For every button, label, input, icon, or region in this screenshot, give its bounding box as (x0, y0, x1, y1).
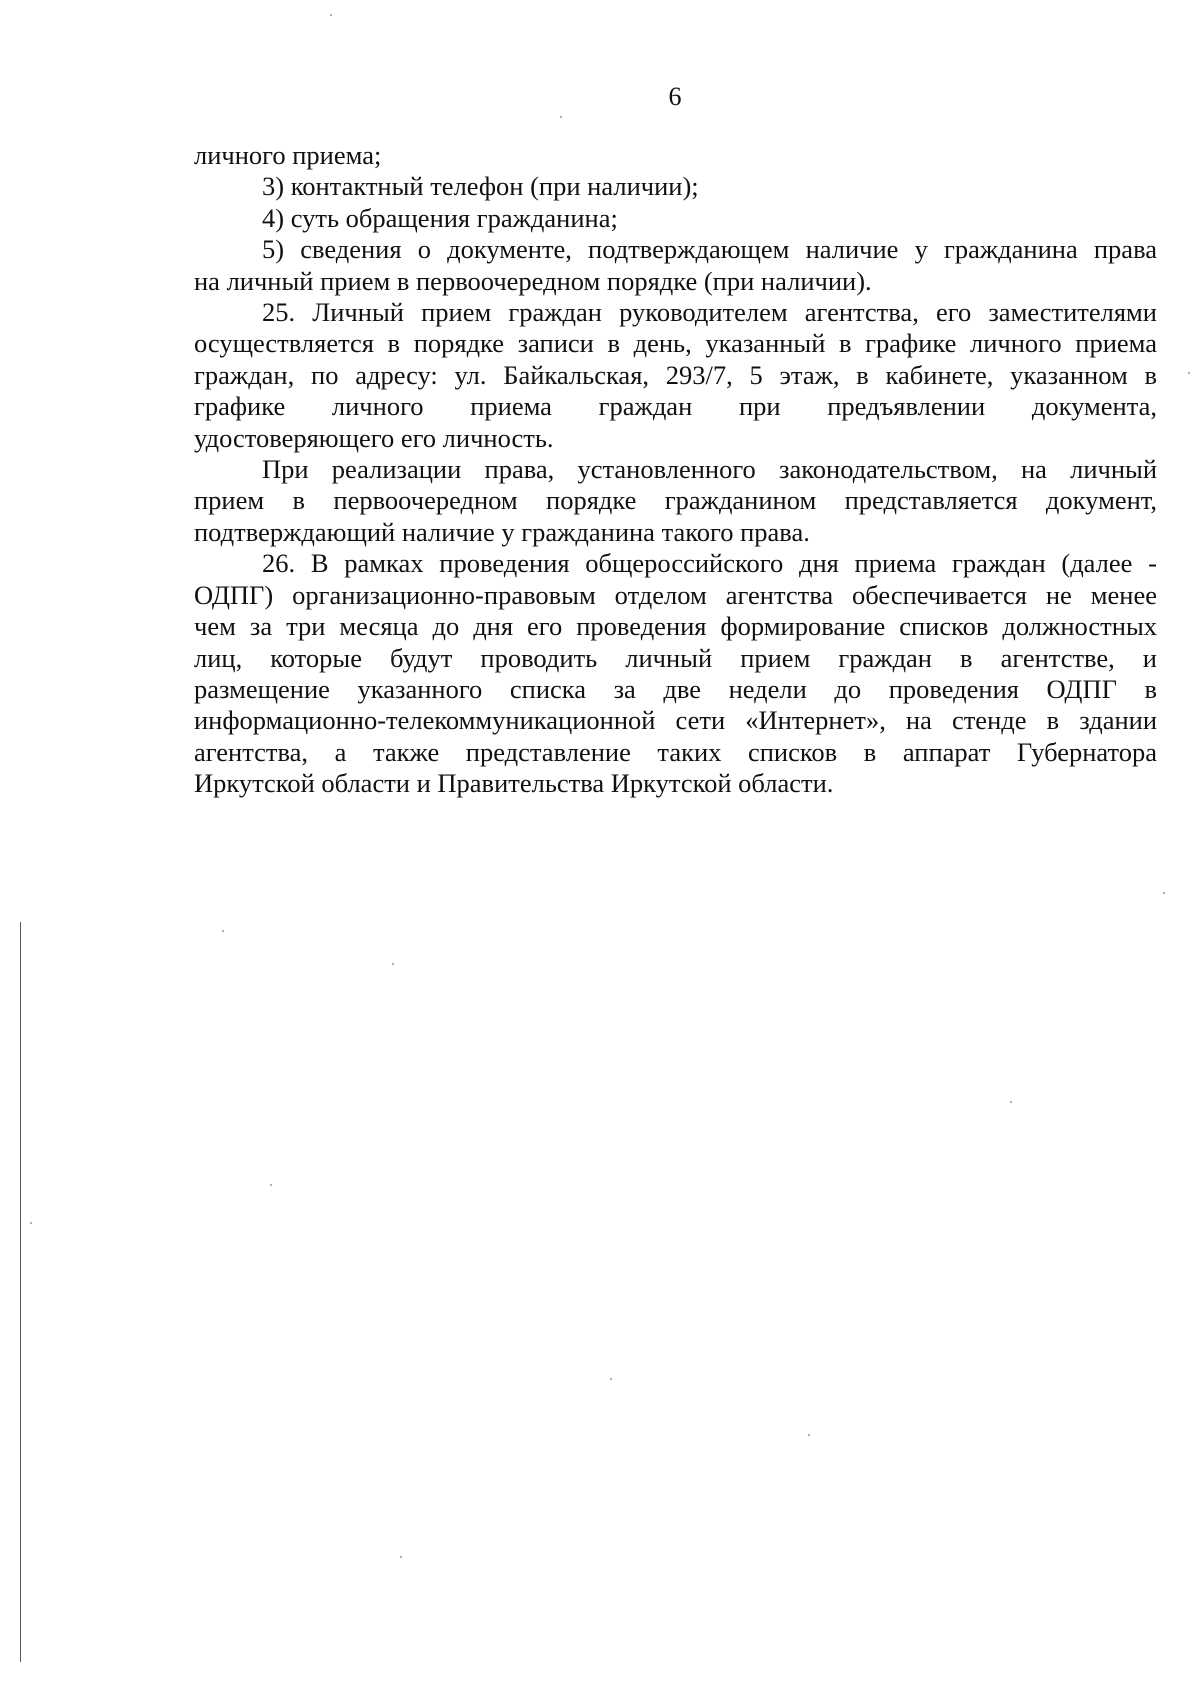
text-line: прием в первоочередном порядке гражданином представляется документ, (194, 485, 1157, 516)
text-line: чем за три месяца до дня его проведения формирование списков должностных (194, 611, 1157, 642)
text-line: 5) сведения о документе, подтверждающем наличие у гражданина права (262, 234, 1157, 265)
text-line: осуществляется в порядке записи в день, указанный в графике личного приема (194, 328, 1157, 359)
text-line: информационно-телекоммуникационной сети «Интернет», на стенде в здании (194, 705, 1157, 736)
scan-speck (560, 116, 562, 118)
text-line: Иркутской области и Правительства Иркутской области. (194, 768, 834, 799)
page-number: 6 (668, 82, 682, 111)
scan-speck (1163, 892, 1165, 894)
scan-speck (330, 14, 332, 16)
scan-speck (270, 1184, 272, 1186)
scan-speck (1010, 1101, 1012, 1103)
scan-speck (30, 1222, 32, 1224)
scan-speck (1188, 372, 1190, 374)
text-line: лиц, которые будут проводить личный прием граждан в агентстве, и (194, 642, 1157, 673)
text-line: 25. Личный прием граждан руководителем агентства, его заместителями (262, 297, 1157, 328)
scan-speck (808, 1434, 810, 1436)
scan-speck (400, 1556, 402, 1558)
text-line: 3) контактный телефон (при наличии); (262, 171, 699, 202)
text-line: 26. В рамках проведения общероссийского дня приема граждан (далее - (262, 548, 1157, 579)
scan-speck (610, 1378, 612, 1380)
scan-speck (222, 930, 224, 932)
text-line: на личный прием в первоочередном порядке (при наличии). (194, 265, 872, 296)
text-line: При реализации права, установленного законодательством, на личный (262, 454, 1157, 485)
text-line: размещение указанного списка за две недели до проведения ОДПГ в (194, 673, 1157, 704)
text-line: личного приема; (194, 140, 382, 170)
text-line: ОДПГ) организационно-правовым отделом агентства обеспечивается не менее (194, 579, 1157, 610)
text-line: графике личного приема граждан при предъявлении документа, (194, 391, 1157, 422)
document-body (194, 140, 1157, 800)
text-line: удостоверяющего его личность. (194, 422, 554, 453)
text-line: агентства, а также представление таких списков в аппарат Губернатора (194, 736, 1157, 767)
text-line: 4) суть обращения гражданина; (262, 202, 618, 233)
text-line: подтверждающий наличие у гражданина такого права. (194, 516, 810, 547)
scan-edge-line (20, 922, 21, 1662)
scan-speck (392, 963, 394, 965)
text-line: граждан, по адресу: ул. Байкальская, 293/7, 5 этаж, в кабинете, указанном в (194, 359, 1157, 390)
